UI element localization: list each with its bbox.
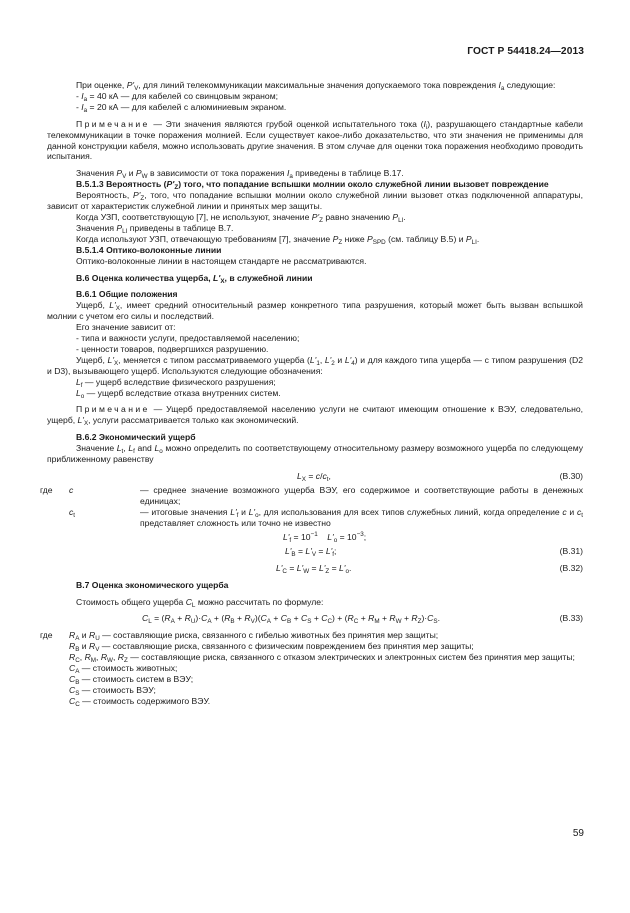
list-item-aluminium: - $I_a = 20$ кА — для кабелей с алюминиевым экраном. (76, 101, 287, 114)
equation-b32 (47, 563, 583, 574)
paragraph-lt-lf-lo: Значение $L_t$, $L_f$ and $L_o$ можно определить по соответствующему относительному размеру возможного ущерба по следующему приближенному равенству (47, 443, 583, 465)
paragraph-pv-current: При оценке, $P'_V$, для линий телекоммуникации максимальные значения допускаемого тока повреждения $I_a$ следующие: (76, 80, 556, 92)
equation-b33-formula: $C_L = (R_A + R_U)\cdot C_A + (R_B + R_V)(C_A + C_B + C_S + C_C) + (R_C + R_M + R_W + R_Z)\cdot C_S$. (142, 613, 440, 626)
where-ct (47, 507, 583, 529)
list-item-service: - типа и важности услуги, предоставляемой населению; (76, 333, 300, 344)
page-number: 59 (572, 828, 584, 839)
where-ct-symbol: $c_t$ (69, 506, 76, 519)
heading-b62: B.6.2 Экономический ущерб (76, 432, 196, 443)
where-ra-ru: $R_A$ и $R_U$ — составляющие риска, связанного с гибелью животных без принятия мер защиты; (69, 630, 439, 643)
where-ca: $C_A$ — стоимость животных; (69, 663, 178, 676)
heading-b514: B.5.1.4 Оптико-волоконные линии (76, 244, 222, 255)
list-item-lo: $L_o$ — ущерб вследствие отказа внутренних систем. (76, 387, 281, 400)
equation-b31-number: (B.31) (559, 545, 583, 556)
list-item-goods: - ценности товаров, подвергшихся разрушению. (76, 343, 269, 354)
page-body (40, 80, 584, 708)
equation-b32-number: (B.32) (559, 562, 583, 573)
list-item-lead: - $I_a = 40$ кА — для кабелей со свинцовым экраном; (76, 90, 278, 103)
paragraph-pz-probability: Вероятность, $P'_Z$, того, что попадание вспышки молнии около служебной линии вызовет отказ подключенной аппаратуры, зависит от характеристик служебной линии и принятых мер защиты. (47, 190, 583, 212)
where-list-costs (40, 630, 583, 708)
standard-designation: ГОСТ Р 54418.24—2013 (467, 46, 584, 57)
heading-b7: B.7 Оценка экономического ущерба (76, 579, 229, 590)
where-cs: $C_S$ — стоимость ВЭУ; (69, 684, 156, 697)
equation-b33-number: (B.33) (559, 613, 583, 624)
heading-b61: B.6.1 Общие положения (76, 289, 178, 300)
list-item-lf: $L_f$ — ущерб вследствие физического разрушения; (76, 376, 276, 389)
equation-b31 (47, 546, 583, 557)
equation-b30-formula: $L_X = c/c_t$, (297, 471, 331, 483)
equation-b33 (47, 613, 583, 624)
where-rc-rm-rw-rz: $R_C$, $R_M$, $R_W$, $R_Z$ — составляющие риска, связанного с отказом электрических и электронных систем без принятия мер защиты; (69, 652, 575, 665)
paragraph-depends: Его значение зависит от: (76, 322, 176, 333)
where-c-text: — среднее значение возможного ущерба ВЭУ, его содержимое и соответствующие работы в денежных единицах; (140, 485, 583, 506)
equation-b32-formula: $L'_C = L'_W = L'_Z = L'_o$. (276, 562, 352, 575)
equation-lf-lo-formula: $L'_f = 10^{-1}$ $L'_o = 10^{-3}$; (283, 530, 367, 544)
equation-lf-lo-values (47, 532, 583, 543)
paragraph-pli-table: Значения $P_{LI}$ приведены в таблице B.7. (76, 222, 234, 235)
paragraph-fiber: Оптико-волоконные линии в настоящем стандарте не рассматриваются. (76, 255, 367, 266)
where-cc: $C_C$ — стоимость содержимого ВЭУ. (69, 695, 211, 708)
heading-b513: B.5.1.3 Вероятность $(P'_Z)$ того, что попадание вспышки молнии около служебной линии вызовет повреждение (76, 179, 549, 192)
where-c-symbol: c (69, 485, 74, 495)
where-cb: $C_B$ — стоимость систем в ВЭУ; (69, 674, 194, 687)
note-public-service: Примечание — Ущерб предоставляемой населению услуги не считают имеющим отношение к ВЭУ, следовательно, ущерб, $L'_X$, услуги рассматривается только как экономический. (47, 404, 583, 428)
where-rb-rv: $R_B$ и $R_V$ — составляющие риска, связанного с физическим повреждением без принятия мер защиты; (69, 641, 474, 654)
heading-b6: B.6 Оценка количества ущерба, $L'_X$, в служебной линии (76, 272, 313, 285)
equation-b31-formula: $L'_B = L'_V = L'_f$; (285, 545, 337, 558)
paragraph-damage-types: Ущерб, $L'_X$, меняется с типом рассматриваемого ущерба ($L'_1$, $L'_2$ и $L'_4$) и для каждого типа ущерба — с типом разрушения (D2 и D3), вызывающего ущерб. Используются следующие обозначения: (47, 354, 584, 376)
where-label: где (40, 485, 53, 495)
equation-b30 (47, 471, 583, 482)
where-c (40, 485, 583, 507)
paragraph-uzp-not-used: Когда УЗП, соответствующую [7], не используют, значение $P'_Z$ равно значению $P_{LI}$. (76, 211, 406, 224)
paragraph-damage-definition: Ущерб, $L'_X$, имеет средний относительный размер конкретного типа разрушения, который может быть вызван вспышкой молнии с учетом его силы и последствий. (47, 300, 583, 322)
where-ct-text: — итоговые значения $L'_f$ и $L'_o$, для использования для всех типов служебных линий, когда определение c и $c_t$ представляет сложность или точно не известно (140, 506, 584, 528)
equation-b30-number: (B.30) (559, 471, 583, 481)
where-label-2: где (40, 630, 53, 641)
paragraph-uzp-used: Когда используют УЗП, отвечающую требованиям [7], значение $P_Z$ ниже $P_{SPD}$ (см. таблицу B.5) и $P_{LI}$. (76, 233, 480, 246)
note-test-current: Примечание — Эти значения являются грубой оценкой испытательного тока $(I_i)$, разрушающего стандартные кабели телекоммуникации в точке поражения молнией. Если существует какое-либо доказательство, что эти значения не применимы для данной конструкции кабеля, можно использовать другие значения. В этом случае для оценки тока поражения необходимо проводить испытания. (47, 118, 583, 162)
paragraph-cl-formula: Стоимость общего ущерба $C_L$ можно рассчитать по формуле: (76, 596, 324, 609)
paragraph-pv-pw: Значения $P_V$ и $P_W$ в зависимости от тока поражения $I_a$ приведены в таблице B.17. (76, 168, 404, 181)
